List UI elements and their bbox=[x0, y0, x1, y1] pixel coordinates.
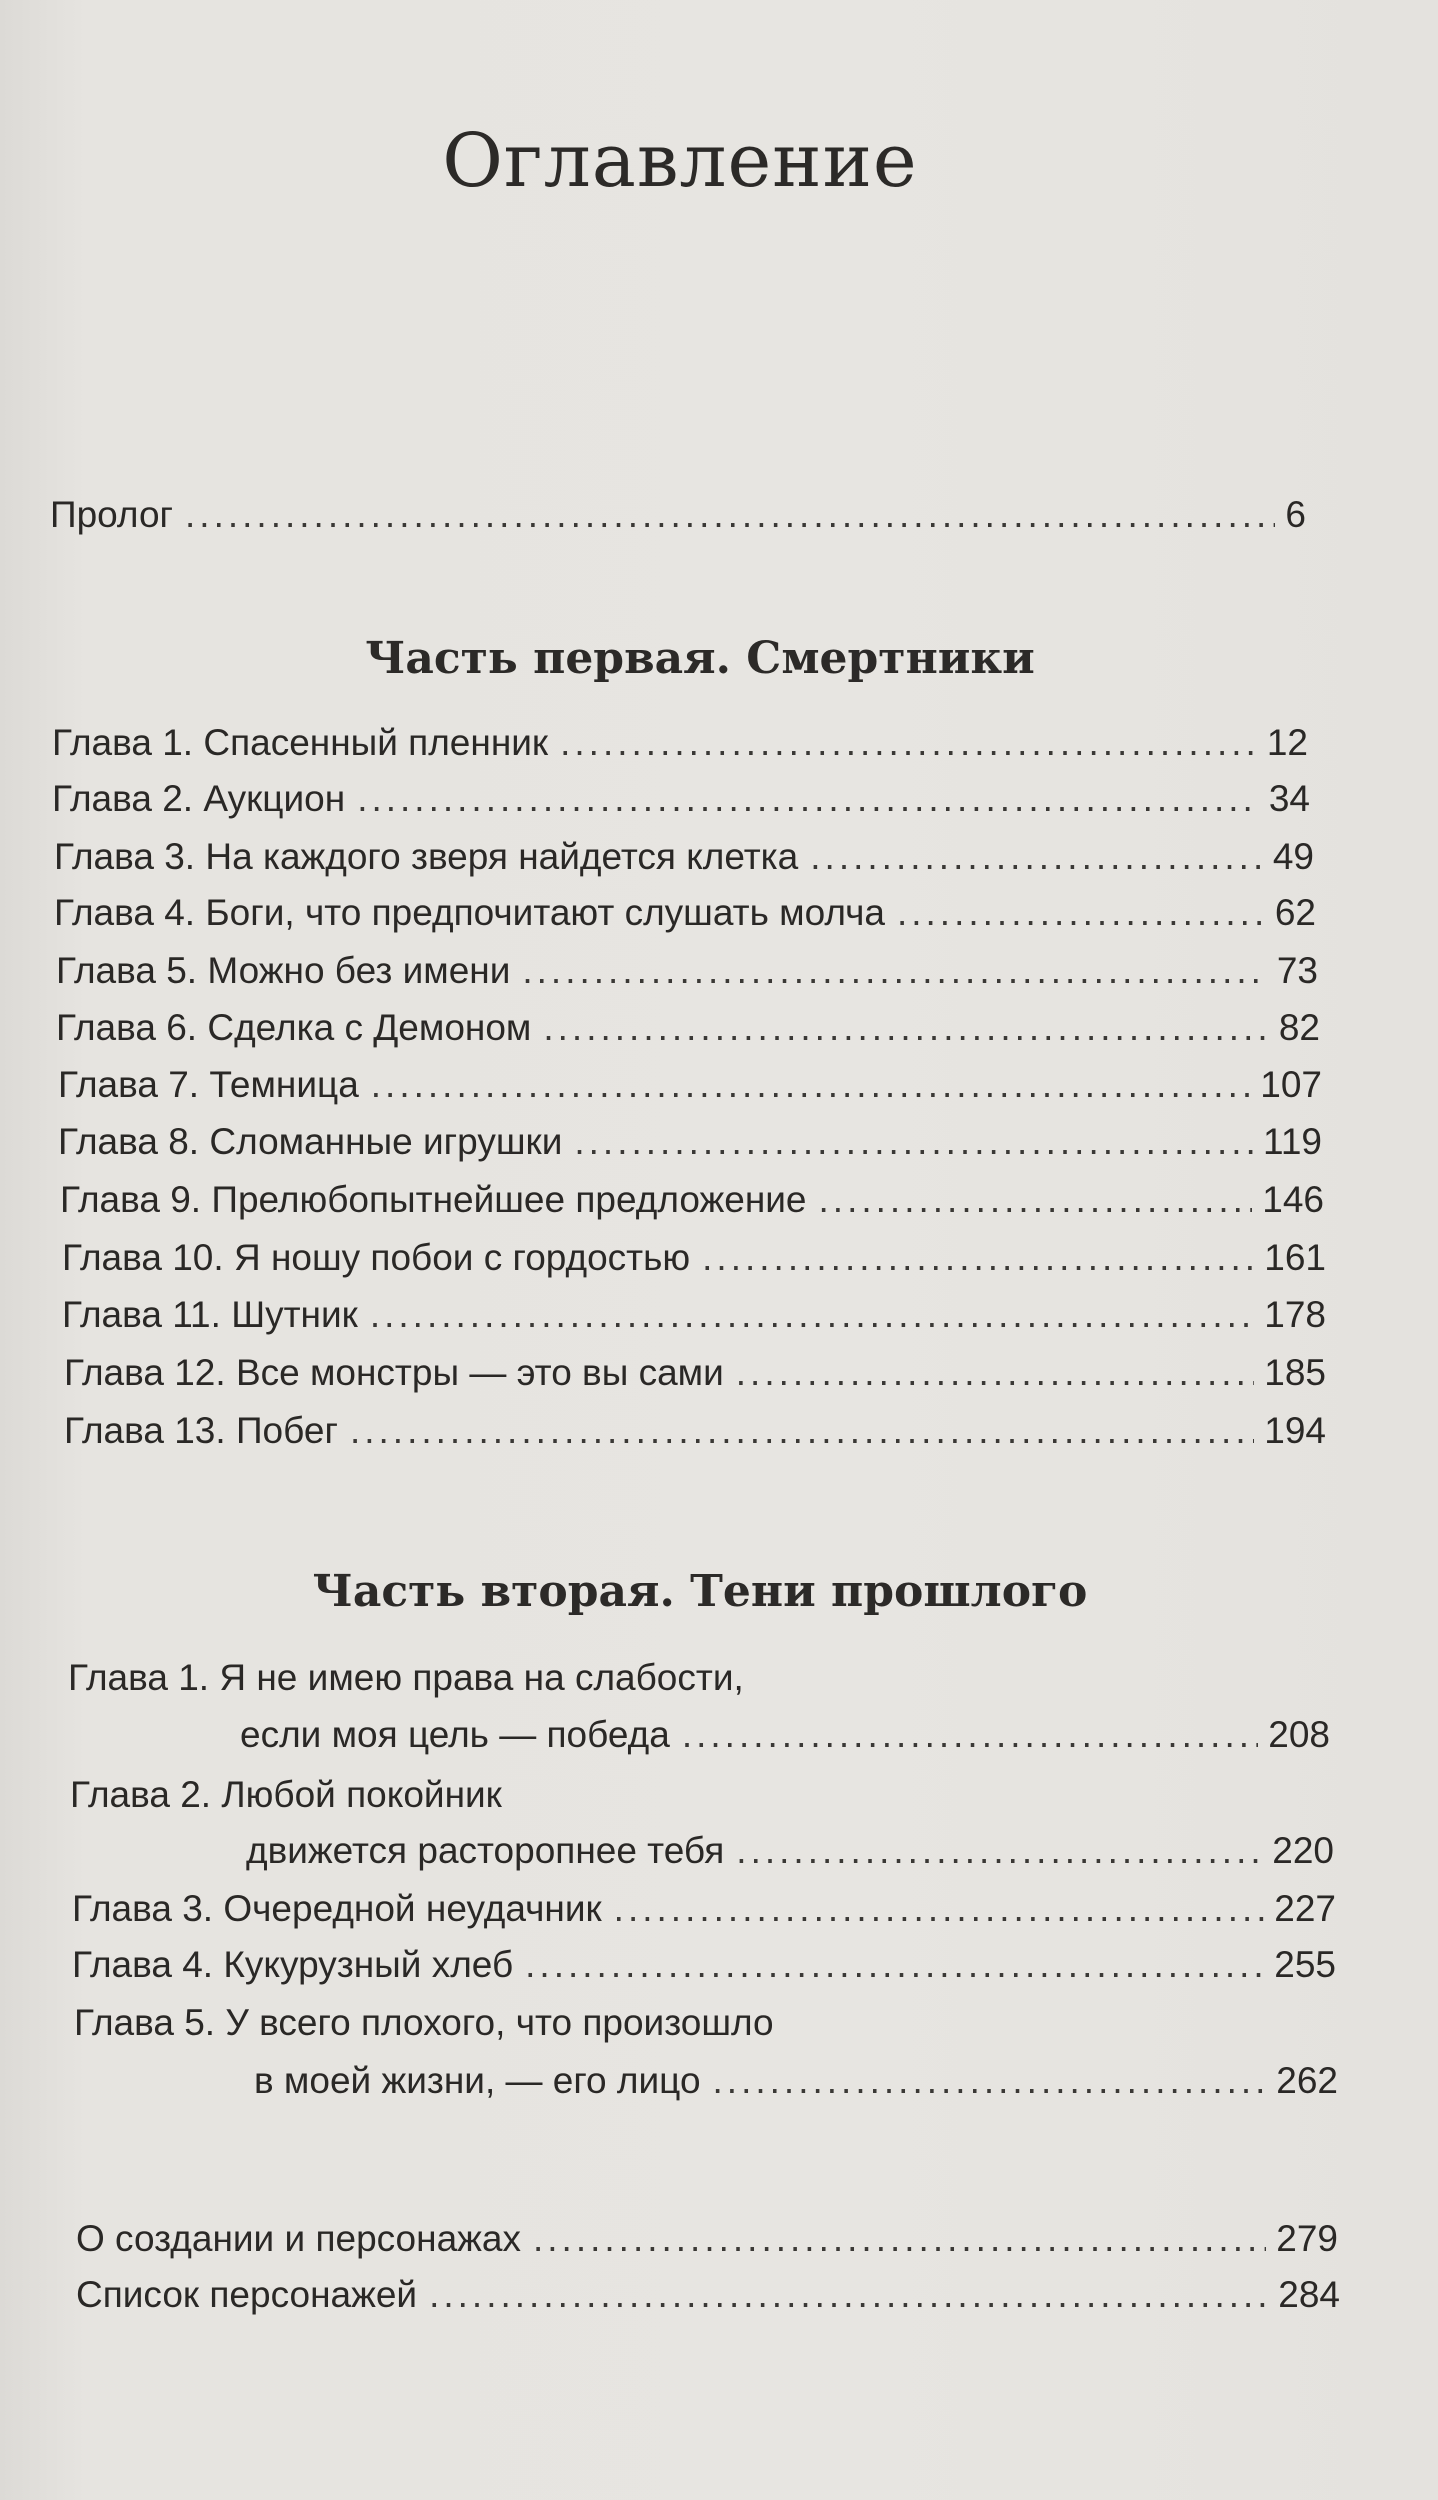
toc-entry-label: Глава 5. Можно без имени bbox=[56, 950, 511, 991]
toc-entry-page: 73 bbox=[1276, 950, 1318, 991]
toc-entry-label: Глава 13. Побег bbox=[64, 1410, 338, 1451]
toc-entry-label: Глава 8. Сломанные игрушки bbox=[58, 1121, 563, 1162]
toc-entry-page: 146 bbox=[1262, 1179, 1324, 1220]
toc-entry-appendix-about[interactable] bbox=[76, 2214, 1338, 2264]
toc-entry-label: Глава 4. Кукурузный хлеб bbox=[72, 1944, 514, 1985]
toc-entry-label: в моей жизни, — его лицо bbox=[254, 2060, 701, 2101]
dot-leader bbox=[525, 1940, 1264, 1990]
toc-entry-part1-ch6[interactable] bbox=[56, 1003, 1320, 1053]
toc-entry-label: Глава 6. Сделка с Демоном bbox=[56, 1007, 532, 1048]
toc-entry-page: 178 bbox=[1264, 1294, 1326, 1335]
dot-leader bbox=[185, 490, 1275, 540]
toc-entry-part2-ch2[interactable] bbox=[246, 1826, 1334, 1876]
dot-leader bbox=[429, 2270, 1268, 2320]
dot-leader bbox=[897, 888, 1265, 938]
toc-entry-part1-ch10[interactable] bbox=[62, 1233, 1326, 1283]
toc-entry-page: 49 bbox=[1272, 836, 1314, 877]
toc-entry-label: Глава 4. Боги, что предпочитают слушать молча bbox=[54, 892, 885, 933]
toc-entry-label: если моя цель — победа bbox=[240, 1714, 670, 1755]
toc-entry-page: 6 bbox=[1285, 494, 1306, 535]
toc-entry-page: 208 bbox=[1268, 1714, 1330, 1755]
toc-entry-page: 227 bbox=[1274, 1888, 1336, 1929]
toc-entry-label: Глава 3. Очередной неудачник bbox=[72, 1888, 602, 1929]
toc-entry-prologue[interactable] bbox=[50, 490, 1306, 540]
dot-leader bbox=[533, 2214, 1266, 2264]
dot-leader bbox=[574, 1117, 1253, 1167]
toc-entry-label-line1: Глава 1. Я не имею права на слабости, bbox=[68, 1657, 744, 1698]
toc-entry-part1-ch11[interactable] bbox=[62, 1290, 1326, 1340]
toc-entry-page: 284 bbox=[1278, 2274, 1340, 2315]
toc-entry-part1-ch7[interactable] bbox=[58, 1060, 1322, 1110]
part-one-heading: Часть первая. Смертники bbox=[365, 633, 1035, 684]
toc-entry-page: 220 bbox=[1272, 1830, 1334, 1871]
toc-entry-label-line1: Глава 5. У всего плохого, что произошло bbox=[74, 2002, 774, 2043]
toc-entry-page: 185 bbox=[1264, 1352, 1326, 1393]
dot-leader bbox=[371, 1060, 1250, 1110]
toc-entry-page: 255 bbox=[1274, 1944, 1336, 1985]
dot-leader bbox=[350, 1406, 1254, 1456]
toc-entry-part1-ch1[interactable] bbox=[52, 718, 1308, 768]
toc-entry-label: Пролог bbox=[50, 494, 174, 535]
toc-entry-page: 62 bbox=[1274, 892, 1316, 933]
toc-entry-page: 279 bbox=[1276, 2218, 1338, 2259]
toc-entry-page: 34 bbox=[1268, 778, 1310, 819]
toc-entry-page: 194 bbox=[1264, 1410, 1326, 1451]
toc-entry-page: 161 bbox=[1264, 1237, 1326, 1278]
part-two-heading: Часть вторая. Тени прошлого bbox=[312, 1566, 1088, 1617]
toc-entry-label: Глава 10. Я ношу побои с гордостью bbox=[62, 1237, 691, 1278]
toc-entry-label: О создании и персонажах bbox=[76, 2218, 521, 2259]
toc-entry-part1-ch13[interactable] bbox=[64, 1406, 1326, 1456]
toc-entry-label: Глава 9. Прелюбопытнейшее предложение bbox=[60, 1179, 807, 1220]
toc-entry-part1-ch4[interactable] bbox=[54, 888, 1316, 938]
toc-entry-page: 12 bbox=[1266, 722, 1308, 763]
toc-entry-part1-ch12[interactable] bbox=[64, 1348, 1326, 1398]
page-title: Оглавление bbox=[442, 118, 918, 204]
toc-entry-page: 262 bbox=[1276, 2060, 1338, 2101]
toc-entry-page: 107 bbox=[1260, 1064, 1322, 1105]
dot-leader bbox=[522, 946, 1266, 996]
toc-entry-label: Глава 1. Спасенный пленник bbox=[52, 722, 549, 763]
toc-entry-part1-ch8[interactable] bbox=[58, 1117, 1322, 1167]
toc-entry-part1-ch9[interactable] bbox=[60, 1175, 1324, 1225]
toc-entry-page: 82 bbox=[1278, 1007, 1320, 1048]
dot-leader bbox=[736, 1348, 1254, 1398]
dot-leader bbox=[357, 774, 1259, 824]
dot-leader bbox=[810, 832, 1263, 882]
toc-entry-part1-ch2[interactable] bbox=[52, 774, 1310, 824]
toc-entry-label: Глава 12. Все монстры — это вы сами bbox=[64, 1352, 724, 1393]
toc-entry-label: Глава 7. Темница bbox=[58, 1064, 359, 1105]
toc-entry-part2-ch4[interactable] bbox=[72, 1940, 1336, 1990]
dot-leader bbox=[682, 1710, 1258, 1760]
dot-leader bbox=[614, 1884, 1265, 1934]
dot-leader bbox=[713, 2056, 1267, 2106]
dot-leader bbox=[736, 1826, 1262, 1876]
toc-entry-label-line1: Глава 2. Любой покойник bbox=[70, 1774, 502, 1815]
toc-entry-appendix-characters[interactable] bbox=[76, 2270, 1340, 2320]
toc-entry-part1-ch5[interactable] bbox=[56, 946, 1318, 996]
toc-entry-label: Глава 3. На каждого зверя найдется клетка bbox=[54, 836, 799, 877]
dot-leader bbox=[819, 1175, 1253, 1225]
toc-entry-part2-ch5[interactable] bbox=[254, 2056, 1338, 2106]
toc-entry-label: Глава 11. Шутник bbox=[62, 1294, 358, 1335]
toc-entry-part2-ch3[interactable] bbox=[72, 1884, 1336, 1934]
dot-leader bbox=[543, 1003, 1268, 1053]
dot-leader bbox=[370, 1290, 1254, 1340]
toc-entry-part2-ch1[interactable] bbox=[240, 1710, 1330, 1760]
toc-entry-label: Глава 2. Аукцион bbox=[52, 778, 346, 819]
toc-entry-part1-ch3[interactable] bbox=[54, 832, 1314, 882]
toc-entry-label: движется расторопнее тебя bbox=[246, 1830, 725, 1871]
dot-leader bbox=[702, 1233, 1254, 1283]
toc-entry-page: 119 bbox=[1263, 1121, 1322, 1162]
dot-leader bbox=[560, 718, 1257, 768]
toc-entry-label: Список персонажей bbox=[76, 2274, 418, 2315]
